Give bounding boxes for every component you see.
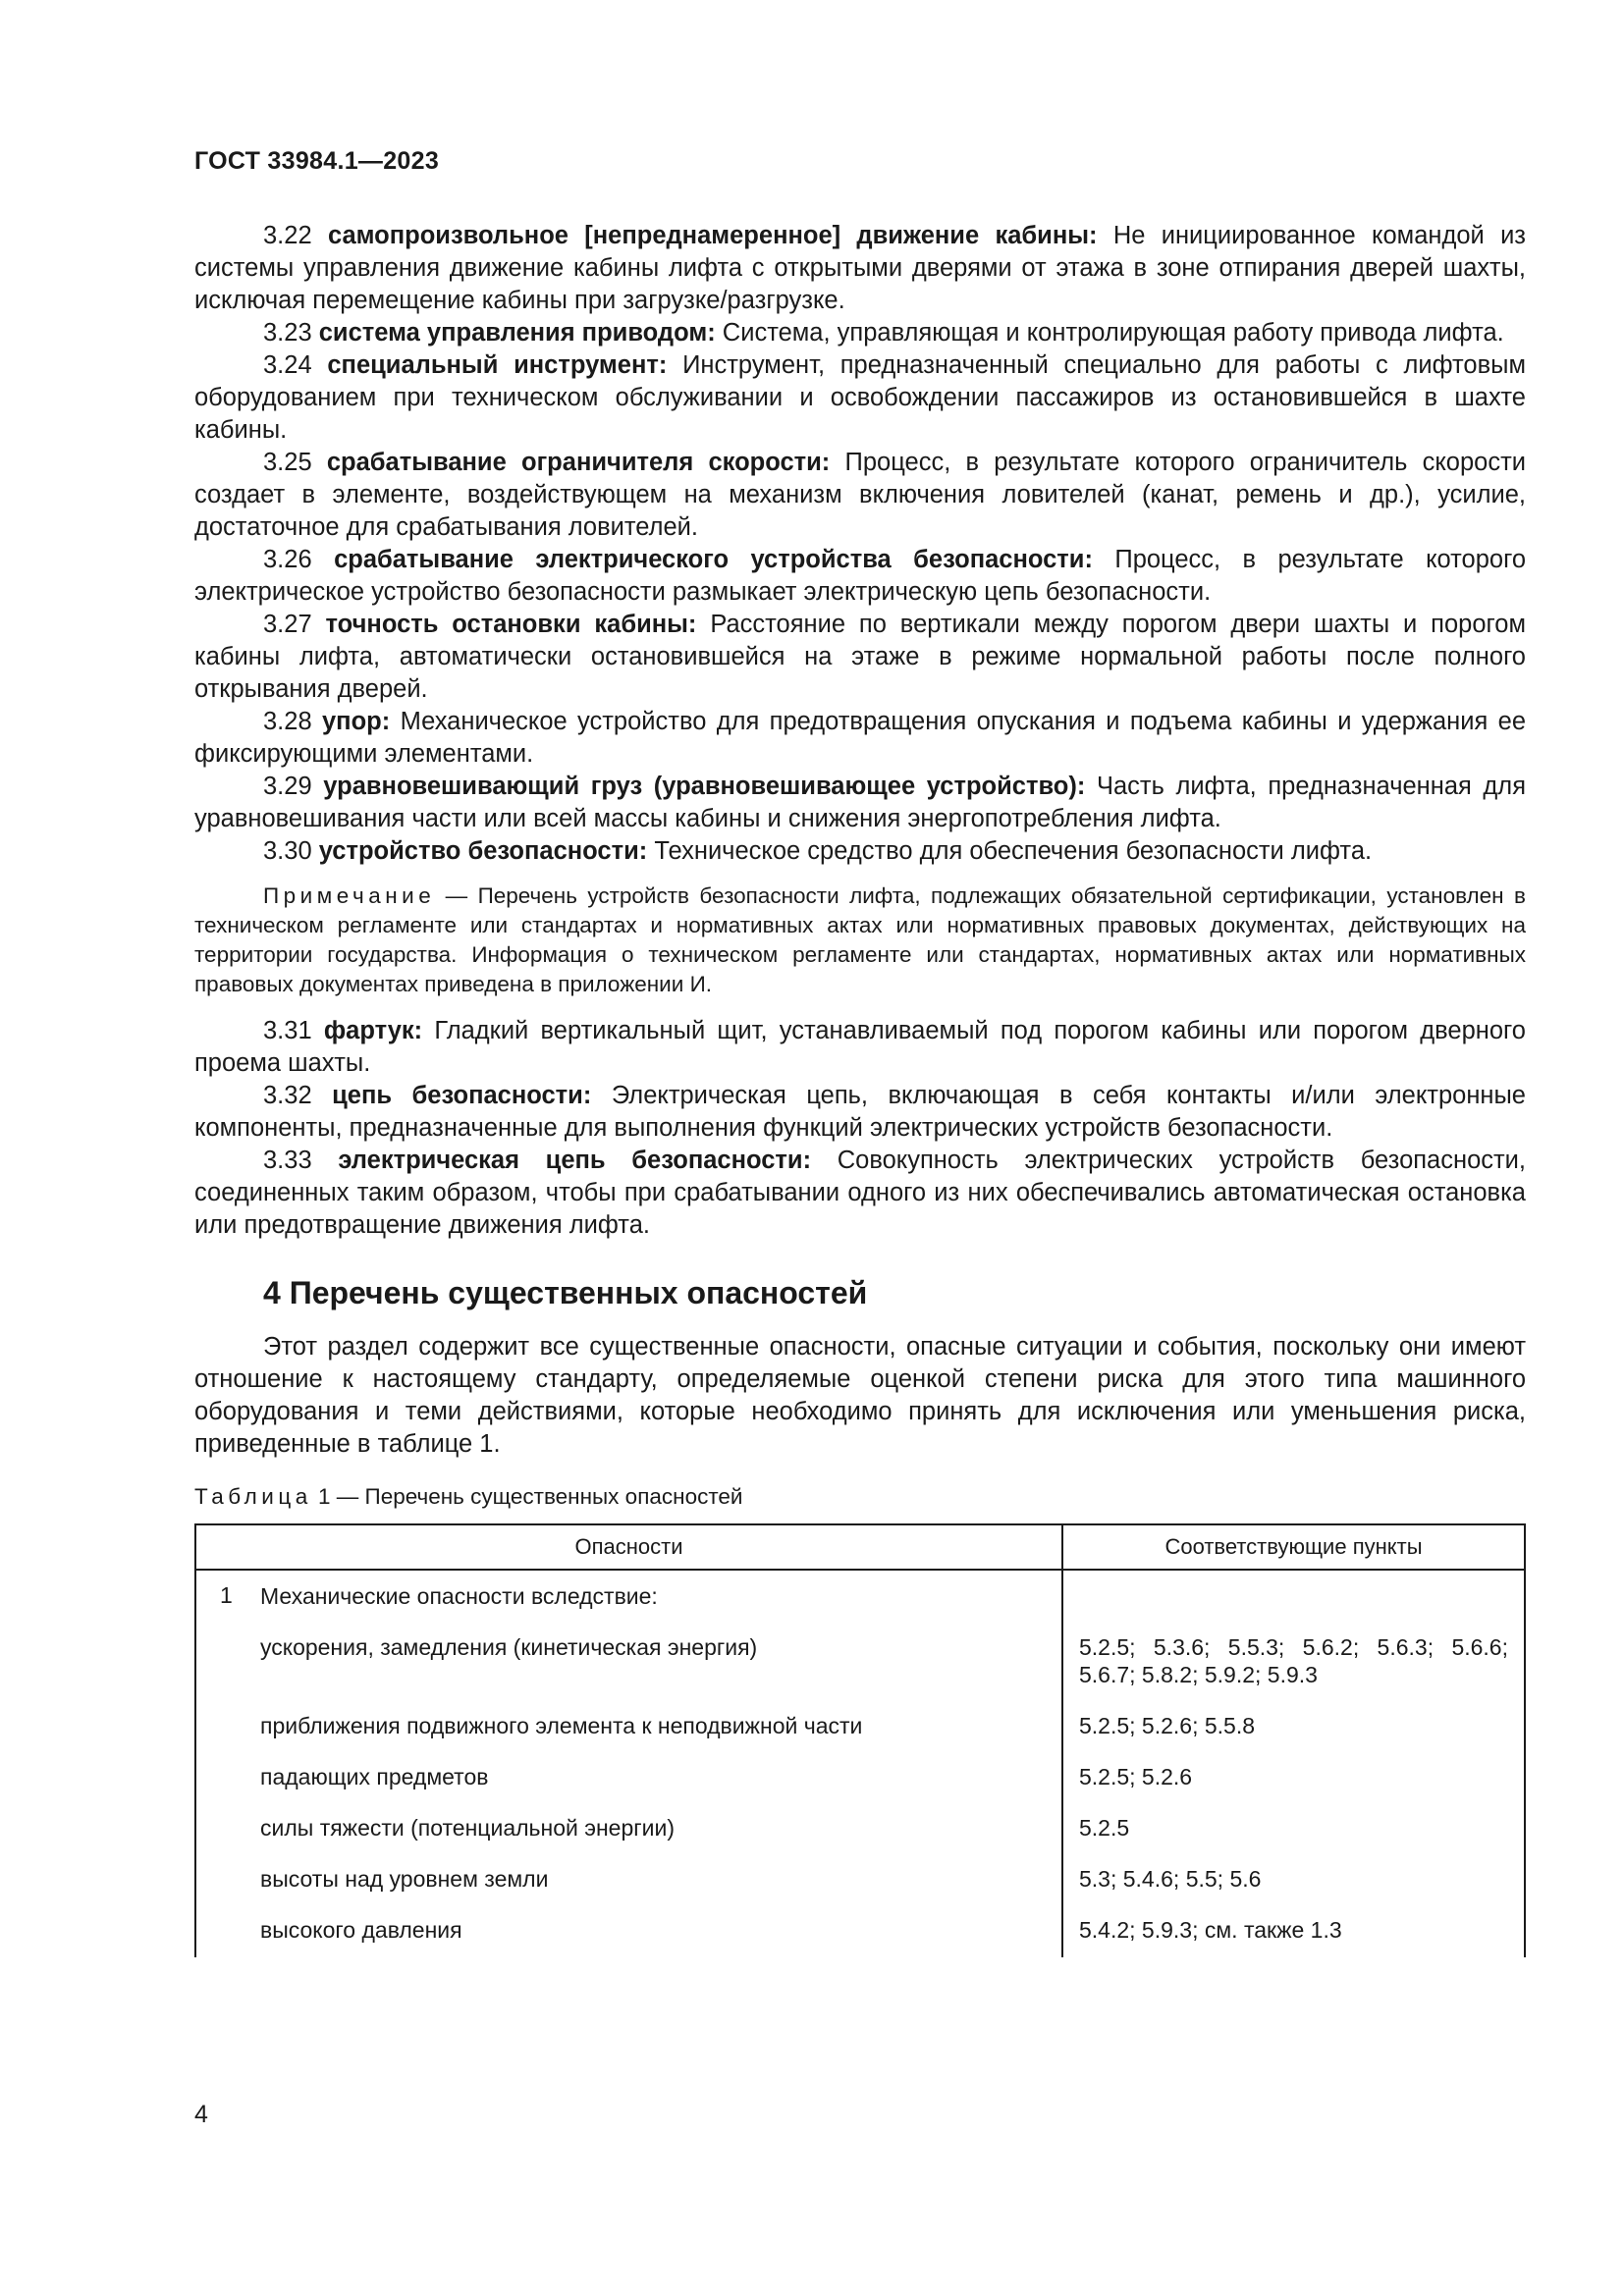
row-hazard: падающих предметов <box>252 1753 1062 1804</box>
term-number: 3.24 <box>263 351 312 379</box>
row-number <box>195 1624 252 1702</box>
term-definition: Техническое средство для обеспечения безопасности лифта. <box>654 837 1373 865</box>
table-row <box>195 1804 1525 1855</box>
row-clauses: 5.2.5 <box>1062 1804 1525 1855</box>
term-entry <box>194 317 1526 349</box>
table-caption <box>194 1484 1526 1510</box>
page-content <box>194 220 1526 1957</box>
hazards-table <box>194 1523 1526 1957</box>
term-name: срабатывание ограничителя скорости: <box>326 449 831 476</box>
term-number: 3.31 <box>263 1017 312 1044</box>
term-entry <box>194 1080 1526 1145</box>
term-definition: Не инициированное командой из системы управления движение кабины лифта с открытыми дверями от этажа в зоне отпирания дверей шахты, исключая перемещение кабины при загрузке/разгрузке. <box>194 222 1527 314</box>
term-definition: Совокупность электрических устройств безопасности, соединенных таким образом, чтобы при срабатывании одного из них обеспечивались автоматическая остановка или предотвращение движения лифта. <box>194 1147 1527 1239</box>
term-name: система управления приводом: <box>318 319 716 347</box>
term-definition: Система, управляющая и контролирующая работу привода лифта. <box>722 319 1504 347</box>
table-row <box>195 1702 1525 1753</box>
term-number: 3.30 <box>263 837 312 865</box>
term-name: устройство безопасности: <box>318 837 648 865</box>
column-header-clauses: Соответствующие пункты <box>1062 1524 1525 1570</box>
term-entry <box>194 349 1526 447</box>
row-number: 1 <box>195 1570 252 1624</box>
term-name: упор: <box>321 708 391 735</box>
table-row <box>195 1570 1525 1624</box>
term-entry <box>194 447 1526 544</box>
term-name: уравновешивающий груз (уравновешивающее устройство): <box>323 773 1086 800</box>
term-number: 3.33 <box>263 1147 312 1174</box>
page-number: 4 <box>194 2101 208 2128</box>
row-number <box>195 1753 252 1804</box>
table-row <box>195 1624 1525 1702</box>
term-definition: Процесс, в результате которого ограничитель скорости создает в элементе, воздействующем на механизм включения ловителей (канат, ремень и др.), усилие, достаточное для срабатывания ловителей. <box>194 449 1526 541</box>
row-clauses: 5.4.2; 5.9.3; см. также 1.3 <box>1062 1906 1525 1957</box>
term-definition: Расстояние по вертикали между порогом двери шахты и порогом кабины лифта, автоматически остановившейся на этаже в режиме нормальной работы после полного открывания дверей. <box>194 611 1526 703</box>
table-row <box>195 1753 1525 1804</box>
row-hazard: силы тяжести (потенциальной энергии) <box>252 1804 1062 1855</box>
table-header-row <box>195 1524 1525 1570</box>
term-definition: Гладкий вертикальный щит, устанавливаемый под порогом кабины или порогом дверного проема шахты. <box>194 1017 1526 1077</box>
row-clauses <box>1062 1570 1525 1624</box>
term-name: электрическая цепь безопасности: <box>338 1147 812 1174</box>
term-entry <box>194 1145 1526 1242</box>
document-header: ГОСТ 33984.1—2023 <box>194 147 440 175</box>
row-hazard: приближения подвижного элемента к неподвижной части <box>252 1702 1062 1753</box>
term-number: 3.32 <box>263 1082 312 1109</box>
term-entry <box>194 771 1526 835</box>
table-caption-label: Таблица <box>194 1484 312 1509</box>
table-row <box>195 1906 1525 1957</box>
row-clauses: 5.2.5; 5.3.6; 5.5.3; 5.6.2; 5.6.3; 5.6.6; 5.6.7; 5.8.2; 5.9.2; 5.9.3 <box>1062 1624 1525 1702</box>
term-entry <box>194 1015 1526 1080</box>
term-name: фартук: <box>323 1017 423 1044</box>
table-row <box>195 1855 1525 1906</box>
row-hazard: высокого давления <box>252 1906 1062 1957</box>
term-entry <box>194 706 1526 771</box>
note-paragraph <box>194 881 1526 999</box>
row-hazard: ускорения, замедления (кинетическая энергия) <box>252 1624 1062 1702</box>
row-number <box>195 1702 252 1753</box>
terms-list-continued <box>194 1015 1526 1242</box>
terms-list <box>194 220 1526 868</box>
note-label: Примечание <box>263 883 436 908</box>
term-number: 3.29 <box>263 773 312 800</box>
row-number <box>195 1906 252 1957</box>
term-entry <box>194 544 1526 609</box>
section-title: 4 Перечень существенных опасностей <box>263 1275 868 1310</box>
row-clauses: 5.2.5; 5.2.6 <box>1062 1753 1525 1804</box>
row-number <box>195 1855 252 1906</box>
section-intro: Этот раздел содержит все существенные опасности, опасные ситуации и события, поскольку они имеют отношение к настоящему стандарту, определяемые оценкой степени риска для этого типа машинного оборудования и теми действиями, которые необходимо принять для исключения или уменьшения риска, приведенные в таблице 1. <box>194 1333 1526 1458</box>
term-number: 3.23 <box>263 319 312 347</box>
column-header-hazards: Опасности <box>195 1524 1062 1570</box>
term-name: самопроизвольное [непреднамеренное] движение кабины: <box>327 222 1098 249</box>
term-definition: Инструмент, предназначенный специально для работы с лифтовым оборудованием при техническом обслуживании и освобождении пассажиров из остановившейся в шахте кабины. <box>194 351 1526 444</box>
term-entry <box>194 609 1526 706</box>
term-number: 3.27 <box>263 611 312 638</box>
row-hazard: высоты над уровнем земли <box>252 1855 1062 1906</box>
term-definition: Процесс, в результате которого электрическое устройство безопасности размыкает электрическую цепь безопасности. <box>194 546 1526 606</box>
term-name: точность остановки кабины: <box>325 611 697 638</box>
term-number: 3.26 <box>263 546 312 573</box>
row-number <box>195 1804 252 1855</box>
term-number: 3.28 <box>263 708 312 735</box>
row-clauses: 5.2.5; 5.2.6; 5.5.8 <box>1062 1702 1525 1753</box>
table-body <box>195 1570 1525 1957</box>
term-name: цепь безопасности: <box>332 1082 592 1109</box>
row-clauses: 5.3; 5.4.6; 5.5; 5.6 <box>1062 1855 1525 1906</box>
term-definition: Часть лифта, предназначенная для уравновешивания части или всей массы кабины и снижения энергопотребления лифта. <box>194 773 1526 832</box>
term-name: срабатывание электрического устройства безопасности: <box>334 546 1093 573</box>
term-entry <box>194 835 1526 868</box>
row-hazard: Механические опасности вследствие: <box>252 1570 1062 1624</box>
term-name: специальный инструмент: <box>327 351 668 379</box>
term-definition: Механическое устройство для предотвращения опускания и подъема кабины и удержания ее фиксирующими элементами. <box>194 708 1527 768</box>
term-definition: Электрическая цепь, включающая в себя контакты и/или электронные компоненты, предназначенные для выполнения функций электрических устройств безопасности. <box>194 1082 1526 1142</box>
table-caption-text: 1 — Перечень существенных опасностей <box>318 1484 743 1509</box>
term-number: 3.25 <box>263 449 312 476</box>
note-text: — Перечень устройств безопасности лифта, подлежащих обязательной сертификации, установлен в техническом регламенте или стандартах и нормативных актах или нормативных правовых документах, действующих на территории государства. Информация о техническом регламенте или стандартах, нормативных актах или нормативных правовых документах приведена в приложении И. <box>194 883 1526 996</box>
term-number: 3.22 <box>263 222 312 249</box>
term-entry <box>194 220 1526 317</box>
